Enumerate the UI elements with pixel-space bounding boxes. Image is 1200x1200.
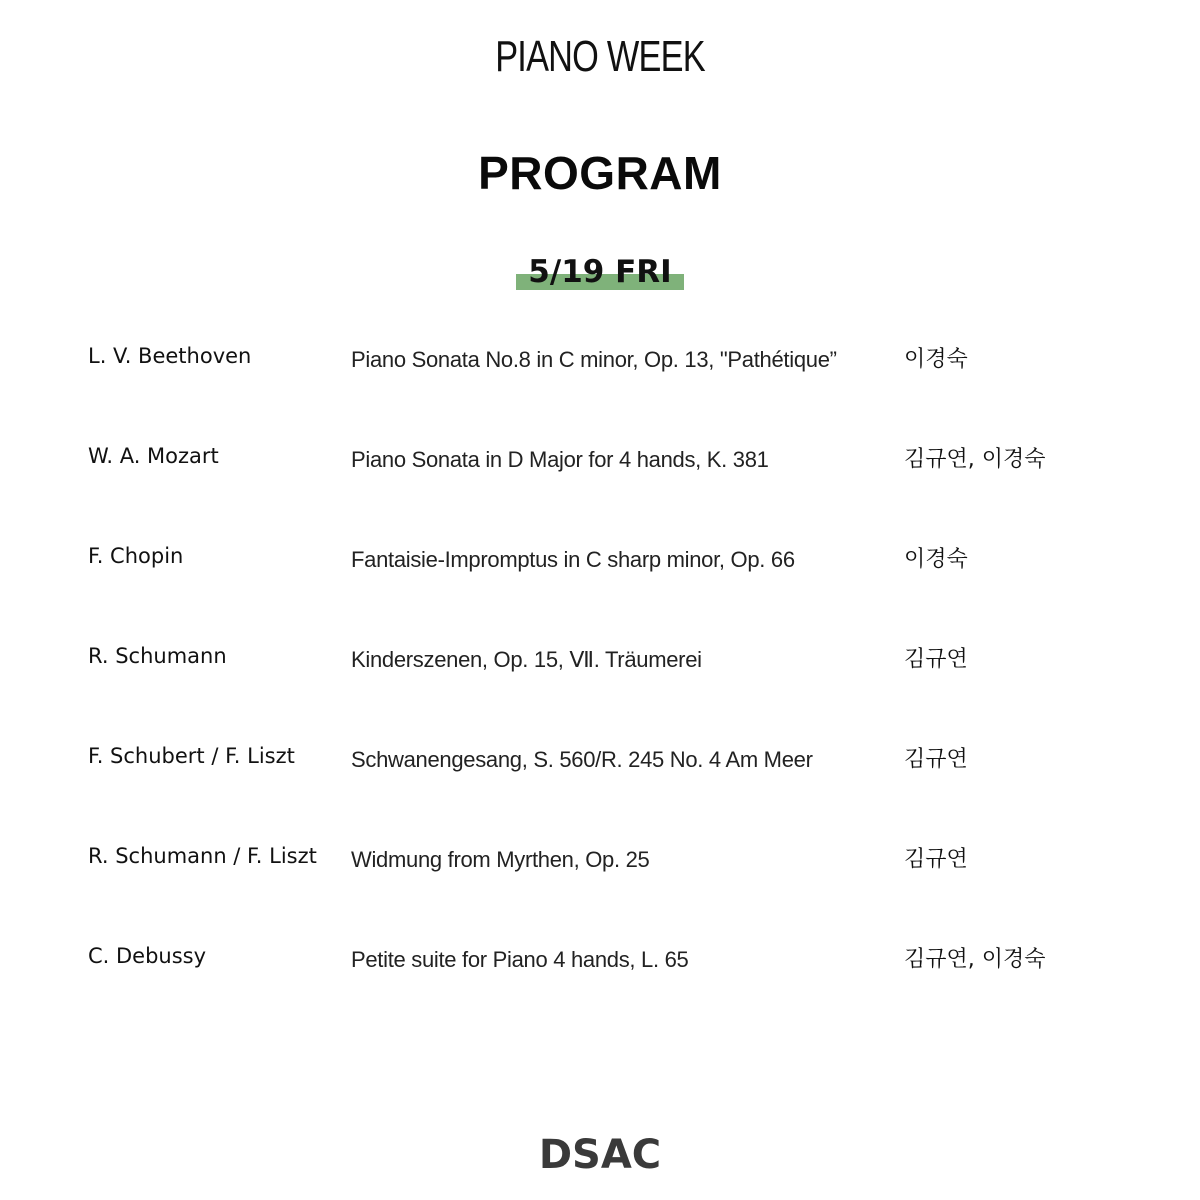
- performer-name: 김규연, 이경숙: [904, 447, 1046, 472]
- composer-name: R. Schumann / F. Liszt: [88, 844, 317, 868]
- piece-title: Piano Sonata No.8 in C minor, Op. 13, "Pathétique”: [351, 347, 837, 372]
- performer-name: 김규연, 이경숙: [904, 947, 1046, 972]
- performer-name: 김규연: [904, 647, 968, 672]
- program-row: [88, 844, 1128, 944]
- composer-name: W. A. Mozart: [88, 444, 219, 468]
- program-row: [88, 644, 1128, 744]
- composer-name: R. Schumann: [88, 644, 227, 668]
- program-list: [88, 344, 1128, 1044]
- composer-name: L. V. Beethoven: [88, 344, 252, 368]
- piece-title: Widmung from Myrthen, Op. 25: [351, 847, 650, 872]
- piece-title: Kinderszenen, Op. 15, Ⅶ. Träumerei: [351, 647, 702, 672]
- performer-name: 이경숙: [904, 547, 968, 572]
- piano-week-logo: PIANO WEEK: [495, 32, 705, 81]
- performer-name: 김규연: [904, 847, 968, 872]
- date-heading: [0, 252, 1200, 292]
- program-row: [88, 444, 1128, 544]
- date-text: 5/19 FRI: [528, 254, 672, 290]
- performer-name: 김규연: [904, 747, 968, 772]
- dsac-logo: DSAC: [538, 1132, 662, 1178]
- performer-name: 이경숙: [904, 347, 968, 372]
- composer-name: F. Chopin: [88, 544, 184, 568]
- piece-title: Fantaisie-Impromptus in C sharp minor, Op. 66: [351, 547, 795, 572]
- program-row: [88, 744, 1128, 844]
- program-row: [88, 944, 1128, 1044]
- date-label: [516, 252, 683, 292]
- piece-title: Piano Sonata in D Major for 4 hands, K. 381: [351, 447, 769, 472]
- composer-name: C. Debussy: [88, 944, 207, 968]
- composer-name: F. Schubert / F. Liszt: [88, 744, 295, 768]
- piece-title: Schwanengesang, S. 560/R. 245 No. 4 Am Meer: [351, 747, 813, 772]
- piece-title: Petite suite for Piano 4 hands, L. 65: [351, 947, 689, 972]
- program-row: [88, 544, 1128, 644]
- page-title: PROGRAM: [478, 147, 722, 199]
- program-row: [88, 344, 1128, 444]
